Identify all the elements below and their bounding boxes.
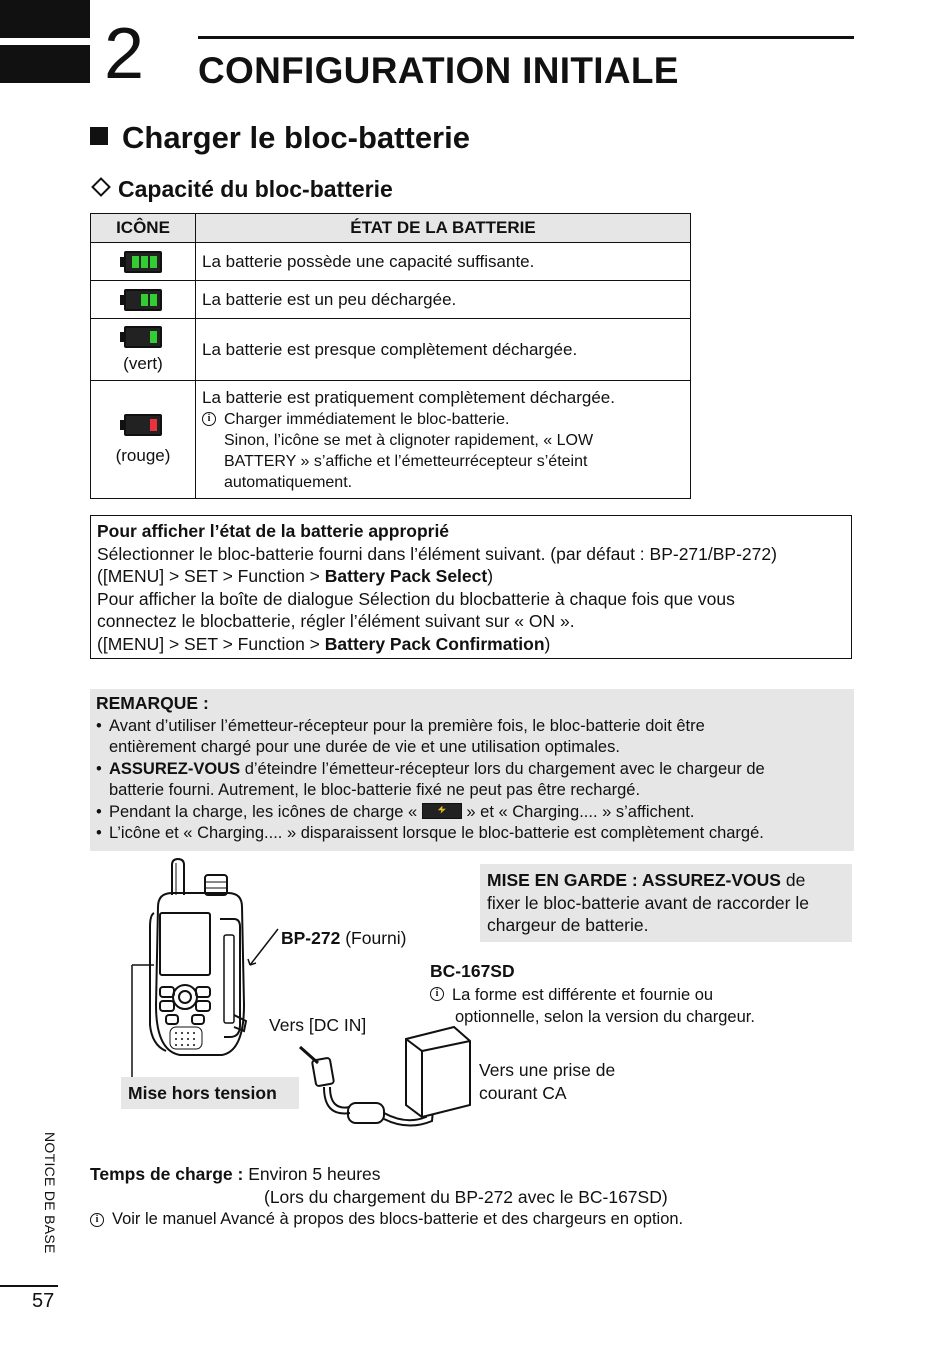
- info-icon: i: [430, 987, 444, 1001]
- battery-state-info-box: [90, 515, 852, 659]
- caution-box: MISE EN GARDE : ASSUREZ-VOUS de fixer le bloc-batterie avant de raccorder le chargeur de batterie.: [480, 864, 852, 942]
- list-item: • Avant d’utiliser l’émetteur-récepteur pour la première fois, le bloc-batterie doit être entièrement chargé pour une durée de vie et une utilisation optimales.: [96, 716, 705, 756]
- note-line: i Charger immédiatement le bloc-batterie.: [202, 409, 690, 430]
- remark-title: REMARQUE :: [96, 693, 209, 713]
- note-line: automatiquement.: [224, 473, 353, 491]
- chapter-rule: [198, 36, 854, 39]
- bp-272-label: BP-272 (Fourni): [281, 928, 407, 948]
- power-off-label: Mise hors tension: [121, 1077, 299, 1109]
- list-item: • ASSUREZ-VOUS d’éteindre l’émetteur-récepteur lors du chargement avec le chargeur de batterie fourni. Autrement, le bloc-batterie fixé ne peut pas être rechargé.: [96, 759, 765, 799]
- info-icon: i: [202, 412, 216, 426]
- table-row: [91, 319, 691, 381]
- side-label: NOTICE DE BASE: [42, 1132, 58, 1254]
- battery-bar: [141, 294, 148, 306]
- battery-bar: [150, 294, 157, 306]
- battery-bar: [150, 331, 157, 343]
- icon-cell: [91, 319, 196, 381]
- chapter-tab-top: [0, 0, 90, 38]
- battery-bar: [150, 419, 157, 431]
- icon-caption: (vert): [123, 353, 163, 373]
- section-title: Charger le bloc-batterie: [90, 120, 470, 156]
- table-header-row: [91, 214, 691, 243]
- charge-time-note: i Voir le manuel Avancé à propos des blocs-batterie et des chargeurs en option.: [90, 1210, 683, 1229]
- charge-time-detail: (Lors du chargement du BP-272 avec le BC-167SD): [264, 1187, 668, 1207]
- bc-167sd-label: BC-167SD: [430, 961, 515, 981]
- icon-caption: (rouge): [115, 445, 171, 465]
- info-line: connectez le blocbatterie, régler l’élément suivant sur « ON ».: [97, 611, 575, 631]
- state-text: La batterie est un peu déchargée.: [196, 281, 691, 319]
- transceiver-illustration: [150, 859, 246, 1055]
- table-row: [91, 243, 691, 281]
- col-header-icon: ICÔNE: [91, 214, 196, 243]
- state-text: La batterie est presque complètement déchargée.: [196, 319, 691, 381]
- ac-adapter: [406, 1027, 470, 1117]
- info-icon: i: [90, 1213, 104, 1227]
- battery-2-bars-icon: [124, 289, 162, 311]
- charge-time: Temps de charge : Environ 5 heures: [90, 1164, 381, 1184]
- info-box-title: Pour afficher l’état de la batterie approprié: [97, 521, 450, 541]
- battery-bar: [150, 256, 157, 268]
- diamond-bullet-icon: [91, 177, 111, 197]
- footer-rule: [0, 1285, 58, 1287]
- battery-1-bar-red-icon: [124, 414, 162, 436]
- col-header-state: ÉTAT DE LA BATTERIE: [196, 214, 691, 243]
- icon-cell: [91, 381, 196, 499]
- ac-outlet-label: Vers une prise de courant CA: [479, 1060, 616, 1103]
- table-row: [91, 381, 691, 499]
- icon-cell: [91, 281, 196, 319]
- info-line: Pour afficher la boîte de dialogue Sélection du blocbatterie à chaque fois que vous: [97, 588, 735, 609]
- state-text: La batterie possède une capacité suffisante.: [196, 243, 691, 281]
- table-row: [91, 281, 691, 319]
- chapter-number: 2: [104, 14, 145, 94]
- dc-in-label: Vers [DC IN]: [269, 1015, 367, 1035]
- list-item: • Pendant la charge, les icônes de charge « » et « Charging.... » s’affichent.: [96, 802, 695, 821]
- battery-bar: [132, 256, 139, 268]
- square-bullet-icon: [90, 127, 108, 145]
- remark-box: [90, 689, 854, 851]
- bc-167sd-note: i La forme est différente et fournie ou optionnelle, selon la version du chargeur.: [430, 984, 755, 1028]
- note-line: BATTERY » s’affiche et l’émetteurrécepteur s’éteint: [224, 452, 588, 470]
- info-line: ([MENU] > SET > Function > Battery Pack Confirmation): [97, 633, 551, 654]
- charging-icon: [422, 803, 462, 819]
- state-text-cell: [196, 381, 691, 499]
- battery-3-bars-icon: [124, 251, 162, 273]
- chapter-tab-bottom: [0, 45, 90, 83]
- chapter-title: CONFIGURATION INITIALE: [198, 50, 679, 91]
- battery-table: [90, 213, 691, 499]
- note-line: Sinon, l’icône se met à clignoter rapidement, « LOW: [224, 431, 594, 449]
- battery-1-bar-green-icon: [124, 326, 162, 348]
- list-item: • L’icône et « Charging.... » disparaissent lorsque le bloc-batterie est complètement chargé.: [96, 824, 764, 842]
- info-line: ([MENU] > SET > Function > Battery Pack Select): [97, 566, 494, 586]
- subsection-title: Capacité du bloc-batterie: [90, 176, 393, 203]
- info-line: Sélectionner le bloc-batterie fourni dans l’élément suivant. (par défaut : BP-271/BP-272): [97, 543, 777, 564]
- speaker-grille: [175, 1032, 195, 1046]
- state-text: La batterie est pratiquement complètement déchargée.: [202, 387, 615, 407]
- battery-bar: [141, 256, 148, 268]
- page-number: 57: [32, 1290, 55, 1312]
- icon-cell: [91, 243, 196, 281]
